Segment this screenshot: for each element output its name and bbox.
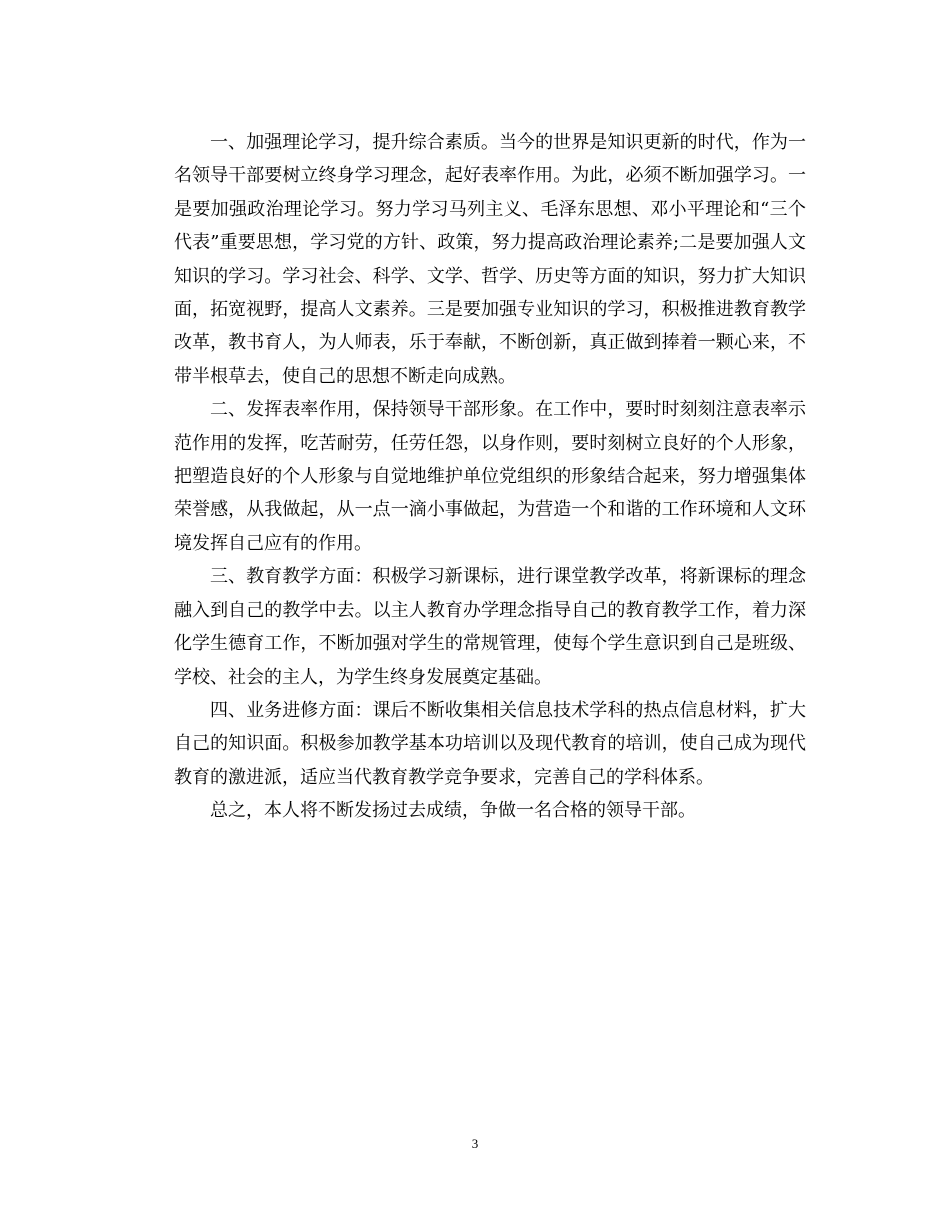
paragraph-teaching: 三、教育教学方面：积极学习新课标，进行课堂教学改革，将新课标的理念融入到自己的教学中去。以主人教育办学理念指导自己的教育教学工作，着力深化学生德育工作，不断加强对学生的常规管理，使每个学生意识到自己是班级、学校、社会的主人，为学生终身发展奠定基础。 [174, 566, 806, 688]
paragraph-leading-example: 二、发挥表率作用，保持领导干部形象。在工作中，要时时刻刻注意表率示范作用的发挥，吃苦耐劳，任劳任怨，以身作则，要时刻树立良好的个人形象，把塑造良好的个人形象与自觉地维护单位党组织的形象结合起来，努力增强集体荣誉感，从我做起，从一点一滴小事做起，为营造一个和谐的工作环境和人文环境发挥自己应有的作用。 [174, 399, 806, 554]
page-number: 3 [471, 1136, 479, 1151]
paragraph-conclusion: 总之，本人将不断发扬过去成绩，争做一名合格的领导干部。 [210, 800, 696, 822]
paragraph-professional-development: 四、业务进修方面：课后不断收集相关信息技术学科的热点信息材料，扩大自己的知识面。积极参加教学基本功培训以及现代教育的培训，使自己成为现代教育的激进派，适应当代教育教学竞争要求，完善自己的学科体系。 [174, 699, 806, 788]
document-body [174, 126, 806, 828]
paragraph-theory-study: 一、加强理论学习，提升综合素质。当今的世界是知识更新的时代，作为一名领导干部要树立终身学习理念，起好表率作用。为此，必须不断加强学习。一是要加强政治理论学习。努力学习马列主义、毛泽东思想、邓小平理论和“三个代表”重要思想，学习党的方针、政策，努力提高政治理论素养;二是要加强人文知识的学习。学习社会、科学、文学、哲学、历史等方面的知识，努力扩大知识面，拓宽视野，提高人文素养。三是要加强专业知识的学习，积极推进教育教学改革，教书育人，为人师表，乐于奉献，不断创新，真正做到捧着一颗心来，不带半根草去，使自己的思想不断走向成熟。 [174, 132, 806, 387]
